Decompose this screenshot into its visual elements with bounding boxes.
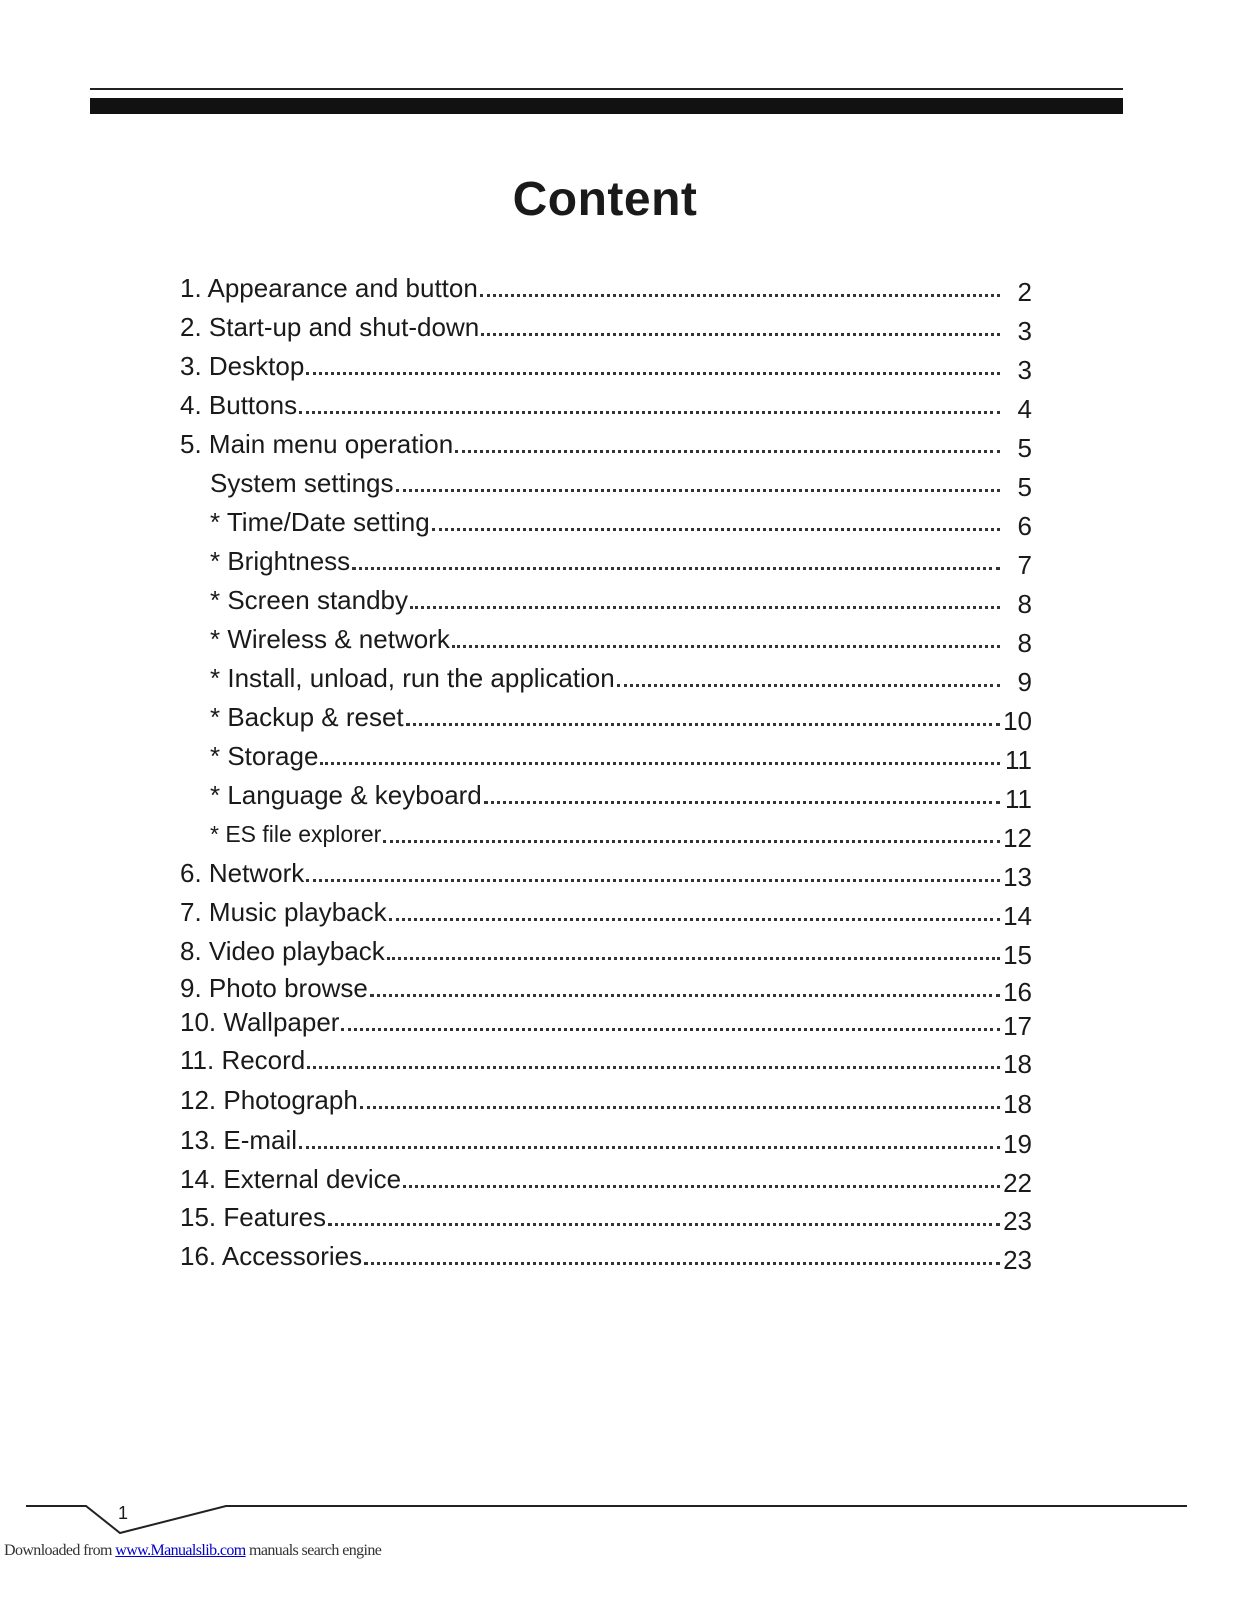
toc-leader-dots [396,489,1000,492]
toc-leader-dots [320,762,1000,765]
toc-entry-page: 22 [1003,1168,1032,1198]
toc-entry [180,345,1032,385]
toc-leader-dots [306,879,1000,882]
toc-entry-label: * ES file explorer [210,821,382,847]
toc-leader-dots [299,1146,1000,1149]
toc-entry [180,1119,1032,1159]
toc-entry-label: 12. Photograph [180,1085,358,1115]
header-rule-thin [90,88,1123,90]
toc-entry-page: 9 [1017,667,1032,697]
toc-leader-dots [299,411,1000,414]
toc-entry [180,384,1032,424]
toc-leader-dots [432,528,1000,531]
toc-leader-dots [360,1106,1000,1109]
toc-entry-page: 2 [1017,277,1032,307]
toc-entry-page: 11 [1005,745,1032,775]
toc-entry-page: 5 [1017,472,1032,502]
toc-entry-label: 6. Network [180,858,305,888]
page-title: Content [512,173,698,226]
toc-entry-page: 19 [1003,1129,1032,1159]
toc-leader-dots [306,372,1000,375]
toc-entry [210,540,1032,580]
toc-entry-label: * Language & keyboard [210,780,482,810]
toc-entry-label: 5. Main menu operation [180,429,454,459]
toc-entry-page: 12 [1003,823,1032,853]
toc-leader-dots [403,1185,1000,1188]
toc-entry-page: 5 [1017,433,1032,463]
toc-leader-dots [364,1262,1000,1265]
toc-entry [180,1196,1032,1236]
toc-entry [180,267,1032,307]
toc-entry-page: 3 [1017,355,1032,385]
toc-leader-dots [406,723,1000,726]
toc-entry [180,1039,1032,1079]
toc-entry [210,774,1032,814]
toc-entry-label: 2. Start-up and shut-down [180,312,480,342]
toc-leader-dots [617,684,1000,687]
toc-leader-dots [480,294,1000,297]
toc-entry [180,930,1032,970]
manualslib-link[interactable]: www.Manualslib.com [115,1542,246,1559]
toc-entry [180,1001,1032,1041]
toc-entry [210,501,1032,541]
toc-leader-dots [389,918,1000,921]
toc-entry-page: 18 [1003,1049,1032,1079]
toc-leader-dots [383,840,1000,843]
toc-entry-label: 8. Video playback [180,936,385,966]
toc-entry-page: 10 [1003,706,1032,736]
toc-entry-label: * Storage [210,741,319,771]
toc-entry [210,618,1032,658]
footer-rule [0,1495,1237,1540]
toc-entry-label: System settings [210,468,394,498]
toc-entry-page: 8 [1017,628,1032,658]
credit-suffix: manuals search engine [245,1542,382,1559]
toc-entry [210,696,1032,736]
page-number: 1 [118,1503,129,1523]
toc-entry-label: 7. Music playback [180,897,387,927]
toc-leader-dots [455,450,1000,453]
toc-entry-page: 6 [1017,511,1032,541]
toc-entry-label: 9. Photo browse [180,973,368,1003]
toc-leader-dots [387,957,1000,960]
toc-entry-label: 13. E-mail [180,1125,298,1155]
toc-entry [210,813,1032,853]
toc-entry [180,891,1032,931]
toc-entry-page: 13 [1003,862,1032,892]
toc-entry [210,735,1032,775]
toc-entry-label: * Install, unload, run the application [210,663,615,693]
toc-leader-dots [370,994,1000,997]
toc-entry-label: 16. Accessories [180,1241,363,1271]
toc-entry-page: 18 [1003,1089,1032,1119]
toc-entry-label: 4. Buttons [180,390,298,420]
toc-entry-label: * Backup & reset [210,702,404,732]
toc-entry-label: 14. External device [180,1164,402,1194]
toc-entry [180,852,1032,892]
toc-entry-label: * Wireless & network [210,624,450,654]
toc-leader-dots [452,645,1000,648]
toc-entry-page: 4 [1017,394,1032,424]
toc-entry-page: 3 [1017,316,1032,346]
toc-entry-label: 10. Wallpaper [180,1007,340,1037]
download-credit [4,1542,381,1560]
toc-entry-label: * Brightness [210,546,351,576]
toc-entry [180,423,1032,463]
toc-entry-page: 17 [1003,1011,1032,1041]
toc-entry-page: 23 [1003,1206,1032,1236]
toc-entry-label: * Time/Date setting [210,507,430,537]
toc-leader-dots [481,333,1000,336]
toc-leader-dots [328,1223,1000,1226]
toc-entry-label: * Screen standby [210,585,409,615]
toc-entry [210,579,1032,619]
toc-entry [180,306,1032,346]
toc-entry [180,967,1032,1007]
toc-entry [210,462,1032,502]
credit-prefix: Downloaded from [4,1542,116,1559]
toc-leader-dots [484,801,1000,804]
toc-entry [180,1079,1032,1119]
toc-entry-page: 8 [1017,589,1032,619]
toc-entry-label: 15. Features [180,1202,326,1232]
toc-entry-label: 3. Desktop [180,351,305,381]
header-rule-thick [90,98,1123,114]
toc-entry-page: 11 [1005,784,1032,814]
toc-entry-label: 1. Appearance and button [180,273,478,303]
toc-entry [180,1235,1032,1275]
toc-leader-dots [352,567,1000,570]
toc-entry-page: 14 [1003,901,1032,931]
toc-leader-dots [307,1066,1000,1069]
toc-entry-page: 23 [1003,1245,1032,1275]
toc-leader-dots [341,1028,1000,1031]
toc-entry-label: 11. Record [180,1045,306,1075]
toc-entry-page: 7 [1017,550,1032,580]
toc-entry [210,657,1032,697]
toc-entry-page: 15 [1003,940,1032,970]
toc-entry [180,1158,1032,1198]
toc-leader-dots [410,606,1000,609]
toc-entry-page: 16 [1003,977,1032,1007]
